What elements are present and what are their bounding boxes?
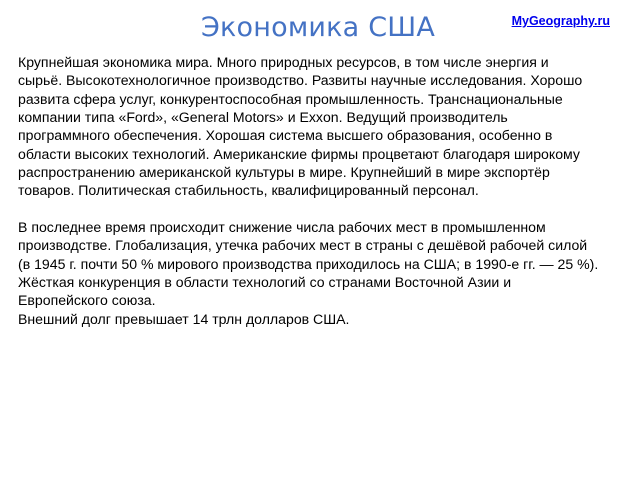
text-line: Жёсткая конкуренция в области технологий со странами Восточной Азии и [18,274,512,291]
text-line: распространению американской культуры в мире. Крупнейший в мире экспортёр [18,164,550,181]
text-line: Внешний долг превышает 14 трлн долларов США. [18,310,350,327]
text-line: (в 1945 г. почти 50 % мирового производства приходилось на США; в 1990-е гг. — 25 %). [18,255,599,272]
text-line: сырьё. Высокотехнологичное производство. Развиты научные исследования. Хорошо [18,72,583,89]
slide-title: Экономика США [201,12,435,43]
text-line: В последнее время происходит снижение числа рабочих мест в промышленном [18,219,546,236]
paragraph-advantages [18,53,622,200]
slide-body [18,53,622,328]
paragraph-problems [18,218,622,328]
text-line: компании типа «Ford», «General Motors» и Exxon. Ведущий производитель [18,109,508,126]
text-line: производстве. Глобализация, утечка рабочих мест в страны с дешёвой рабочей силой [18,237,588,254]
site-link[interactable]: MyGeography.ru [511,14,610,28]
text-line: товаров. Политическая стабильность, квалифицированный персонал. [18,182,479,199]
text-line: Крупнейшая экономика мира. Много природных ресурсов, в том числе энергия и [18,54,549,70]
text-line: области высоких технологий. Американские фирмы процветают благодаря широкому [18,145,580,162]
text-line: Европейского союза. [18,292,156,309]
text-line: развита сфера услуг, конкурентоспособная промышленность. Транснациональные [18,90,563,107]
text-line: программного обеспечения. Хорошая система высшего образования, особенно в [18,127,553,144]
